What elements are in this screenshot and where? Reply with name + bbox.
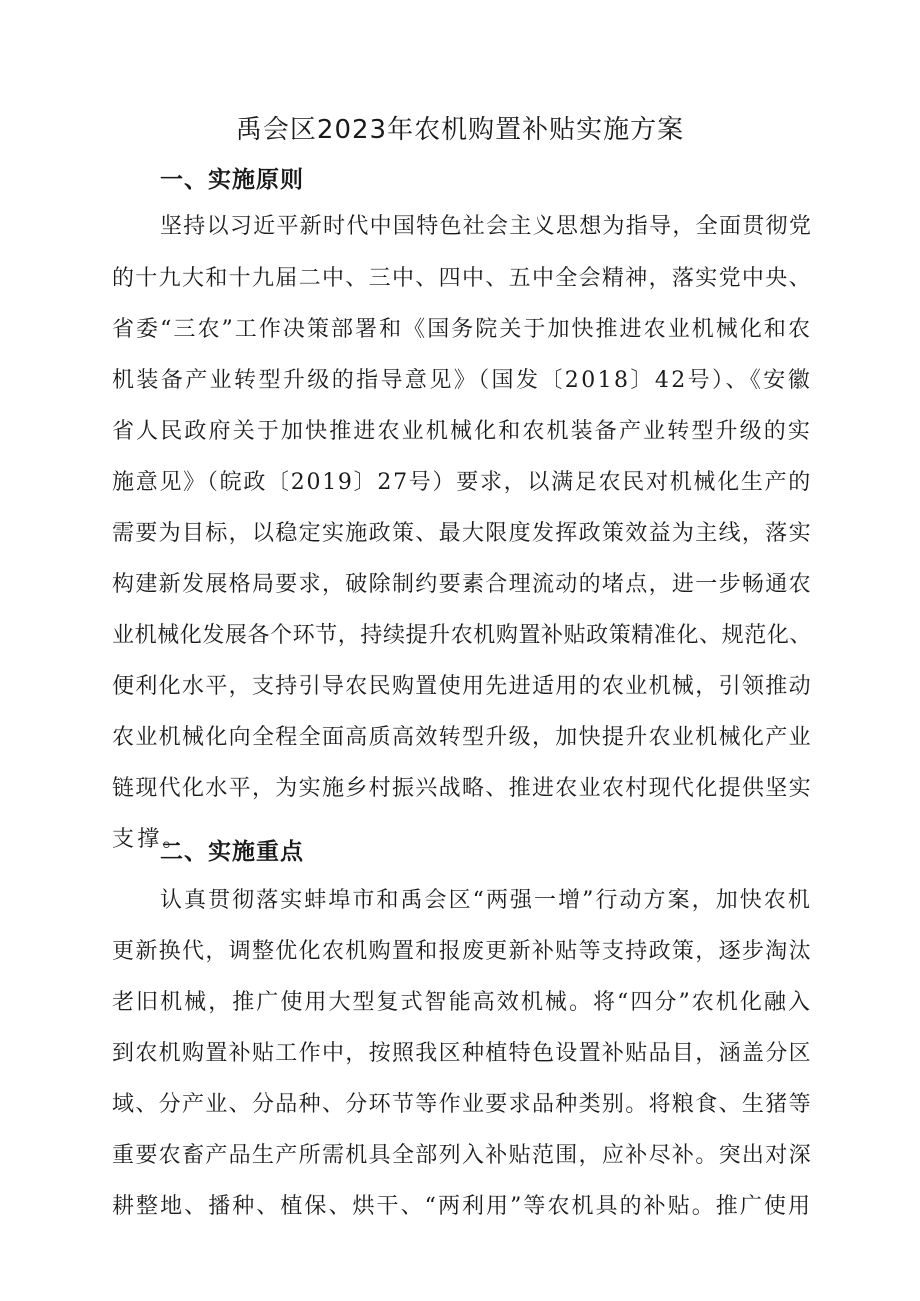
paragraph-line: 省人民政府关于加快推进农业机械化和农机装备产业转型升级的实 <box>112 419 813 444</box>
section-heading-principles: 一、实施原则 <box>160 167 304 193</box>
document-title: 禹会区2023年农机购置补贴实施方案 <box>235 115 685 145</box>
paragraph-line: 老旧机械，推广使用大型复式智能高效机械。将“四分”农机化融入 <box>112 990 812 1015</box>
paragraph-line: 的十九大和十九届二中、三中、四中、五中全会精神，落实党中央、 <box>112 266 812 291</box>
paragraph-line: 便利化水平，支持引导农民购置使用先进适用的农业机械，引领推动 <box>112 674 812 699</box>
paragraph-line: 坚持以习近平新时代中国特色社会主义思想为指导，全面贯彻党 <box>160 214 813 239</box>
paragraph-line: 业机械化发展各个环节，持续提升农机购置补贴政策精准化、规范化、 <box>112 623 812 648</box>
paragraph-line: 耕整地、播种、植保、烘干、“两利用”等农机具的补贴。推广使用 <box>112 1194 812 1219</box>
paragraph-line: 农业机械化向全程全面高质高效转型升级，加快提升农业机械化产业 <box>112 725 812 750</box>
paragraph-line: 支撑。 <box>112 827 188 852</box>
paragraph-line: 认真贯彻落实蚌埠市和禹会区“两强一增”行动方案，加快农机 <box>160 888 812 913</box>
paragraph-line: 重要农畜产品生产所需机具全部列入补贴范围，应补尽补。突出对深 <box>112 1143 812 1168</box>
paragraph-line: 机装备产业转型升级的指导意见》（国发〔2018〕42号）、《安徽 <box>112 368 813 393</box>
paragraph-line: 需要为目标，以稳定实施政策、最大限度发挥政策效益为主线，落实 <box>112 521 812 546</box>
paragraph-line: 更新换代，调整优化农机购置和报废更新补贴等支持政策，逐步淘汰 <box>112 939 812 964</box>
paragraph-line: 到农机购置补贴工作中，按照我区种植特色设置补贴品目，涵盖分区 <box>112 1041 812 1066</box>
paragraph-line: 链现代化水平，为实施乡村振兴战略、推进农业农村现代化提供坚实 <box>112 776 812 801</box>
paragraph-line: 省委“三农”工作决策部署和《国务院关于加快推进农业机械化和农 <box>112 317 812 342</box>
paragraph-line: 施意见》（皖政〔2019〕27号）要求，以满足农民对机械化生产的 <box>112 470 813 495</box>
paragraph-line: 构建新发展格局要求，破除制约要素合理流动的堵点，进一步畅通农 <box>112 572 812 597</box>
section-heading-priorities: 二、实施重点 <box>160 839 304 865</box>
paragraph-line: 域、分产业、分品种、分环节等作业要求品种类别。将粮食、生猪等 <box>112 1092 812 1117</box>
